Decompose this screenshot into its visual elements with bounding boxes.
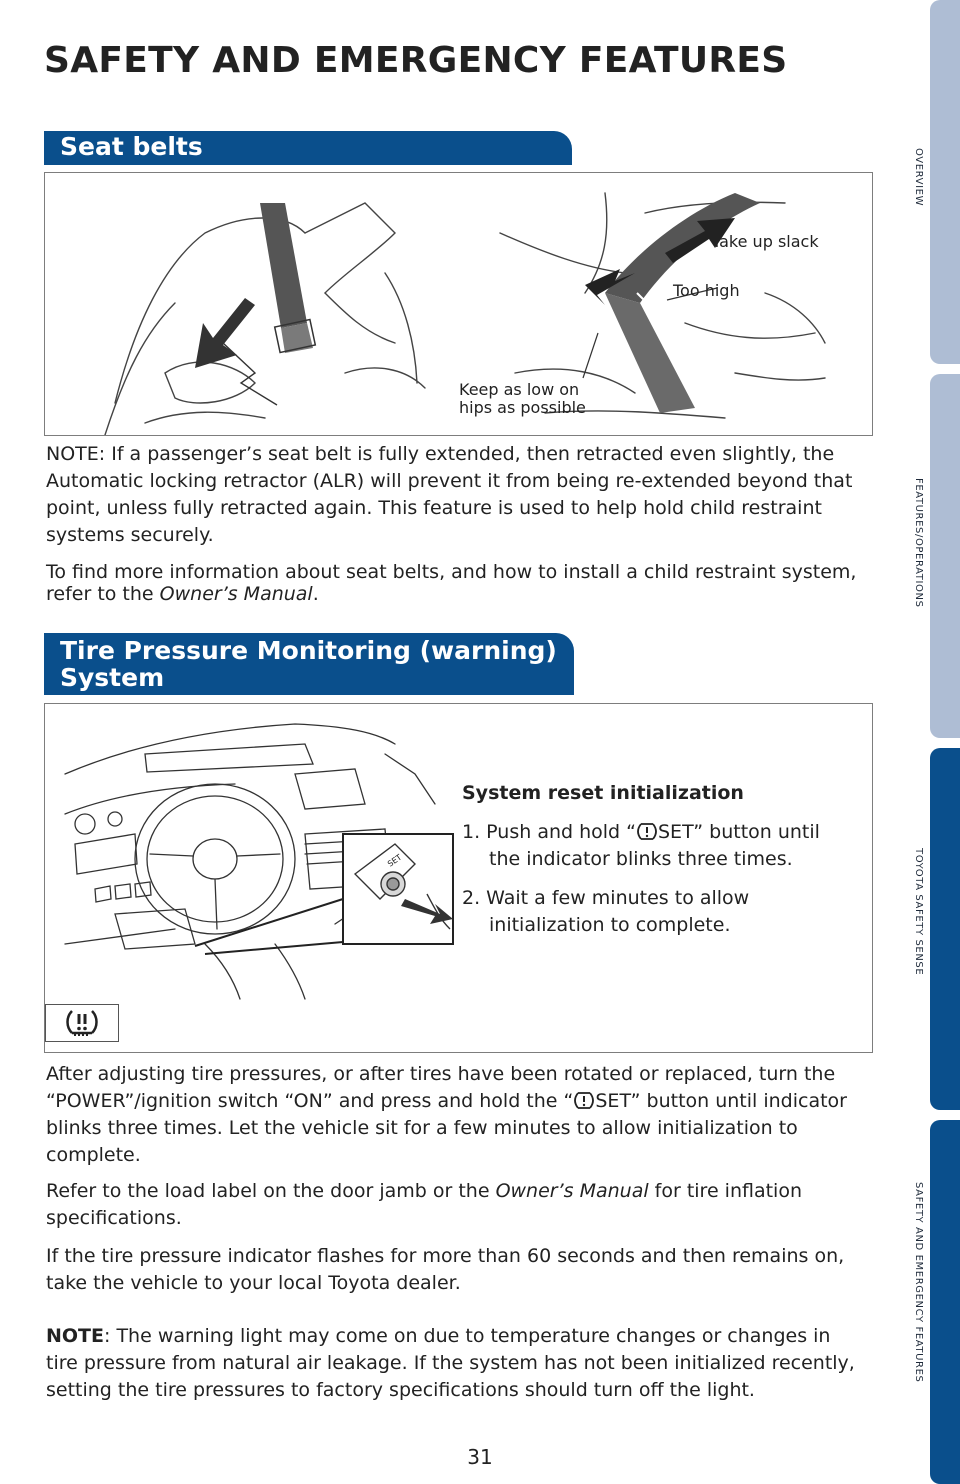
tpms-step-1-a: 1. Push and hold “ xyxy=(462,821,636,843)
tpms-heading-line2: System xyxy=(60,663,165,692)
tpms-set-icon xyxy=(573,1089,595,1111)
tpms-steps-title: System reset initialization xyxy=(462,782,744,804)
side-tab-safety-emergency[interactable] xyxy=(930,1120,960,1484)
tpms-para-2-a: Refer to the load label on the door jamb or the xyxy=(46,1180,496,1202)
seat-belt-note: NOTE: If a passenger’s seat belt is fully extended, then retracted even slightly, the Automatic locking retractor (ALR) will prevent it from being re-extended beyond that point, unless fully retracted again. This feature is used to help hold child restraint systems securely. xyxy=(46,443,853,546)
tpms-steps xyxy=(462,780,852,951)
buckle-arrow xyxy=(195,298,255,368)
set-button-label: SET xyxy=(385,852,404,869)
tpms-note xyxy=(46,1323,866,1404)
tpms-note-text: : The warning light may come on due to temperature changes or changes in tire pressure from natural air leakage. If the system has not been initialized recently, setting the tire pressures to factory specifications should turn off the light. xyxy=(46,1325,855,1401)
page-number: 31 xyxy=(467,1445,493,1469)
tpms-step-1 xyxy=(462,819,852,873)
callout-keep-low-line1: Keep as low on xyxy=(459,380,580,399)
callout-too-high: Too high xyxy=(673,281,740,300)
belt-left xyxy=(260,203,307,328)
side-tab-label-safety-emergency: SAFETY AND EMERGENCY FEATURES xyxy=(913,1182,924,1383)
tpms-step-1-b: SET” button until the indicator blinks three times. xyxy=(489,821,820,870)
dashboard-drawing xyxy=(55,714,455,1004)
side-tab-label-features: FEATURES/OPERATIONS xyxy=(913,478,924,608)
seat-belt-info xyxy=(46,561,866,605)
owners-manual-ref: Owner’s Manual xyxy=(159,583,313,605)
tpms-para-2 xyxy=(46,1178,866,1232)
tpms-heading xyxy=(44,633,574,695)
seat-belts-heading xyxy=(44,131,572,165)
callout-take-up-slack: Take up slack xyxy=(712,232,819,251)
side-tab-overview[interactable] xyxy=(930,0,960,364)
side-tab-features[interactable] xyxy=(930,374,960,738)
seat-belt-info-suffix: . xyxy=(312,583,319,605)
tpms-para-1 xyxy=(46,1061,866,1169)
side-tab-label-safety-sense: TOYOTA SAFETY SENSE xyxy=(913,848,924,976)
tpms-note-label: NOTE xyxy=(46,1325,104,1347)
seat-belts-heading-text: Seat belts xyxy=(60,132,203,161)
side-tab-safety-sense[interactable] xyxy=(930,748,960,1110)
tpms-set-icon xyxy=(636,820,658,842)
tpms-para-2-b: for tire inflation specifications. xyxy=(46,1180,803,1229)
tpms-illustration xyxy=(44,703,873,1053)
tpms-para-1-b: SET” button until indicator blinks three times. Let the vehicle sit for a few minutes to allow initialization to complete. xyxy=(46,1090,847,1166)
tpms-para-1-a: After adjusting tire pressures, or after tires have been rotated or replaced, turn the “POWER”/ignition switch “ON” and press and hold the “ xyxy=(46,1063,836,1112)
tire-pressure-warning-icon xyxy=(46,1005,118,1041)
owners-manual-ref: Owner’s Manual xyxy=(495,1180,649,1202)
seat-belt-illustration xyxy=(44,172,873,436)
tpms-heading-line1: Tire Pressure Monitoring (warning) xyxy=(60,636,557,665)
tpms-para-3: If the tire pressure indicator flashes for more than 60 seconds and then remains on, take the vehicle to your local Toyota dealer. xyxy=(46,1245,845,1294)
page-title: SAFETY AND EMERGENCY FEATURES xyxy=(44,40,788,81)
tpms-warning-indicator xyxy=(45,1004,119,1042)
callout-keep-low-line2: hips as possible xyxy=(459,398,586,417)
seat-belt-info-prefix: To find more information about seat belts, and how to install a child restraint system, refer to the xyxy=(46,561,857,605)
tpms-step-2: 2. Wait a few minutes to allow initialization to complete. xyxy=(462,887,750,936)
side-tab-label-overview: OVERVIEW xyxy=(913,148,924,207)
